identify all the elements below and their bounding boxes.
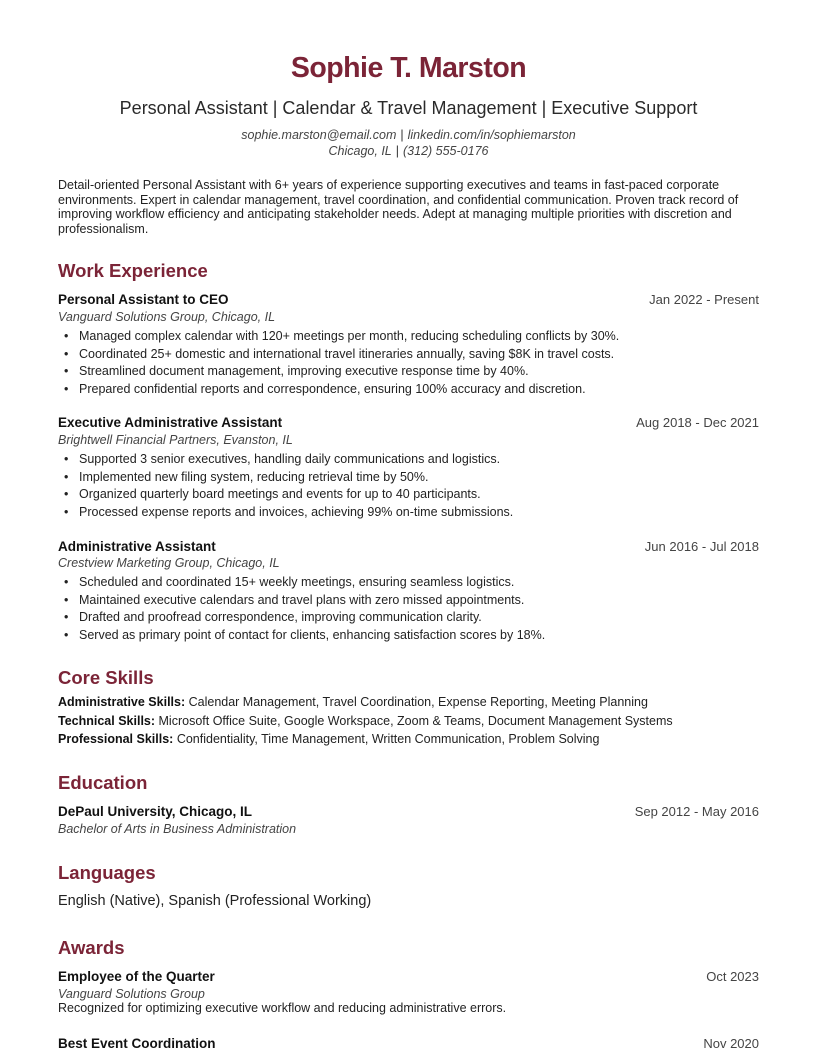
job-title: Administrative Assistant [58,539,216,554]
job-dates: Aug 2018 - Dec 2021 [636,415,759,430]
skill-label: Administrative Skills: [58,695,186,709]
award-header [58,969,759,986]
phone[interactable]: (312) 555-0176 [403,144,489,158]
job-company: Crestview Marketing Group, Chicago, IL [58,556,280,570]
award-organization: Vanguard Solutions Group [58,987,205,1001]
bullet-item: • Coordinated 25+ domestic and international travel itineraries annually, saving $8K in travel costs. [58,346,759,364]
skill-line [58,695,648,709]
job-bullets [58,574,759,644]
skill-line [58,714,673,728]
bullet-item: • Scheduled and coordinated 15+ weekly meetings, ensuring seamless logistics. [58,574,759,592]
contact-line-2 [58,144,759,158]
award-date: Oct 2023 [706,969,759,984]
job-bullets [58,451,759,521]
award-header [58,1036,759,1053]
bullet-item: • Prepared confidential reports and correspondence, ensuring 100% accuracy and discretion. [58,381,759,399]
section-title-awards: Awards [58,937,125,958]
award-title: Employee of the Quarter [58,969,215,984]
award-date: Nov 2020 [703,1036,759,1051]
bullet-item: • Supported 3 senior executives, handling daily communications and logistics. [58,451,759,469]
skill-line [58,732,599,746]
summary: Detail-oriented Personal Assistant with 6+ years of experience supporting executives and teams in fast-paced corporate environments. Expert in calendar management, travel coordination, and confidential communication. Proven track record of improving workflow efficiency and anticipating stakeholder needs. Adept at managing multiple priorities with discretion and professionalism. [58,178,739,236]
job-dates: Jun 2016 - Jul 2018 [644,539,759,554]
job-title: Personal Assistant to CEO [58,292,229,307]
skill-label: Professional Skills: [58,732,174,746]
email[interactable]: sophie.marston@email.com [241,128,397,142]
candidate-name: Sophie T. Marston [290,52,527,84]
bullet-item: • Implemented new filing system, reducing retrieval time by 50%. [58,469,759,487]
section-title-skills: Core Skills [58,667,154,688]
contact-separator: | [400,128,404,142]
bullet-item: • Maintained executive calendars and travel plans with zero missed appointments. [58,592,759,610]
bullet-item: • Drafted and proofread correspondence, improving communication clarity. [58,609,759,627]
bullet-item: • Streamlined document management, improving executive response time by 40%. [58,363,759,381]
job-header [58,539,759,556]
job-title: Executive Administrative Assistant [58,415,283,430]
bullet-item: • Managed complex calendar with 120+ meetings per month, reducing scheduling conflicts by 30%. [58,328,759,346]
degree: Bachelor of Arts in Business Administration [58,822,297,836]
job-company: Vanguard Solutions Group, Chicago, IL [58,310,276,324]
job-header [58,415,759,432]
bullet-item: • Processed expense reports and invoices, achieving 99% on-time submissions. [58,504,759,522]
bullet-item: • Organized quarterly board meetings and events for up to 40 participants. [58,486,759,504]
linkedin-link[interactable]: linkedin.com/in/sophiemarston [407,128,576,142]
job-dates: Jan 2022 - Present [649,292,759,307]
skill-value: Confidentiality, Time Management, Written Communication, Problem Solving [176,732,600,746]
headline: Personal Assistant | Calendar & Travel Management | Executive Support [119,98,698,118]
section-title-education: Education [58,772,148,793]
education-header [58,804,759,821]
location: Chicago, IL [328,144,392,158]
contact-separator: | [395,144,399,158]
skill-label: Technical Skills: [58,714,156,728]
job-header [58,292,759,309]
award-description: Recognized for optimizing executive workflow and reducing administrative errors. [58,1001,507,1015]
skill-value: Calendar Management, Travel Coordination, Expense Reporting, Meeting Planning [188,695,648,709]
section-title-experience: Work Experience [58,260,208,281]
job-company: Brightwell Financial Partners, Evanston, IL [58,433,293,447]
school-name: DePaul University, Chicago, IL [58,804,253,819]
contact-line-1 [58,128,759,142]
section-title-languages: Languages [58,862,156,883]
languages-list: English (Native), Spanish (Professional Working) [58,893,372,909]
job-bullets [58,328,759,398]
skill-value: Microsoft Office Suite, Google Workspace, Zoom & Teams, Document Management Systems [158,714,673,728]
bullet-item: • Served as primary point of contact for clients, enhancing satisfaction scores by 18%. [58,627,759,645]
award-title: Best Event Coordination [58,1036,216,1051]
education-dates: Sep 2012 - May 2016 [634,804,759,819]
